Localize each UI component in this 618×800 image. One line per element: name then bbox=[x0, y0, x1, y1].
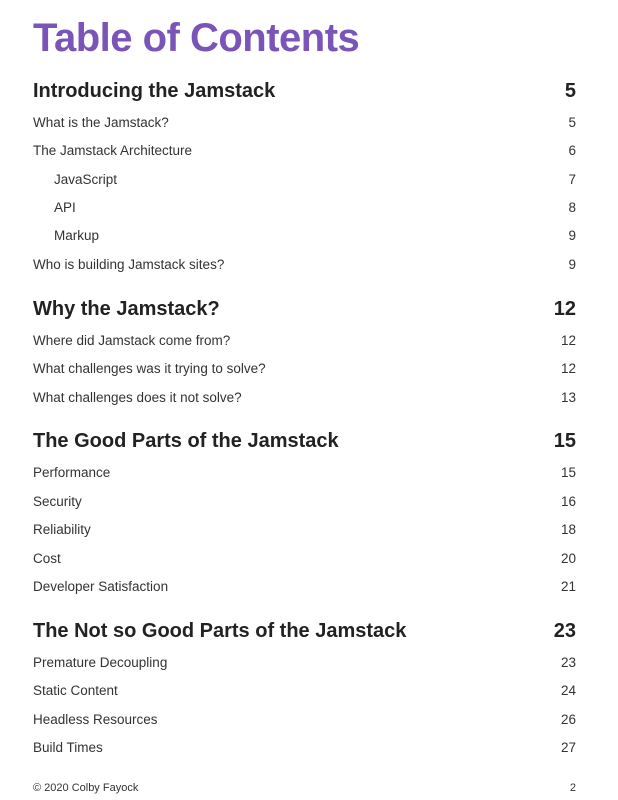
entry-title: The Jamstack Architecture bbox=[33, 143, 193, 158]
entry-title: Headless Resources bbox=[33, 712, 158, 727]
chapter-title: Introducing the Jamstack bbox=[33, 80, 276, 102]
entry-page: 23 bbox=[560, 655, 576, 670]
entry-page: 5 bbox=[568, 115, 576, 130]
toc-entry[interactable] bbox=[33, 361, 576, 381]
toc-chapter[interactable] bbox=[33, 430, 576, 460]
entry-page: 15 bbox=[560, 465, 576, 480]
entry-page: 8 bbox=[568, 200, 576, 215]
toc-subentry[interactable] bbox=[54, 228, 576, 248]
entry-page: 12 bbox=[560, 361, 576, 376]
toc-entry[interactable] bbox=[33, 390, 576, 410]
chapter-page: 5 bbox=[564, 80, 576, 102]
entry-page: 9 bbox=[568, 257, 576, 272]
entry-title: Who is building Jamstack sites? bbox=[33, 257, 225, 272]
entry-page: 24 bbox=[560, 683, 576, 698]
toc-entry[interactable] bbox=[33, 494, 576, 514]
toc-entry[interactable] bbox=[33, 740, 576, 760]
chapter-page: 12 bbox=[553, 298, 576, 320]
entry-title: What challenges does it not solve? bbox=[33, 390, 242, 405]
chapter-page: 15 bbox=[553, 430, 576, 452]
chapter-title: Why the Jamstack? bbox=[33, 298, 220, 320]
page-number: 2 bbox=[569, 782, 576, 794]
copyright-text: © 2020 Colby Fayock bbox=[33, 782, 139, 794]
chapter-title: The Not so Good Parts of the Jamstack bbox=[33, 620, 407, 642]
entry-page: 18 bbox=[560, 522, 576, 537]
toc-entry[interactable] bbox=[33, 579, 576, 599]
entry-title: Cost bbox=[33, 551, 61, 566]
entry-title: JavaScript bbox=[54, 172, 118, 187]
toc-subentry[interactable] bbox=[54, 172, 576, 192]
entry-title: What is the Jamstack? bbox=[33, 115, 169, 130]
chapter-title: The Good Parts of the Jamstack bbox=[33, 430, 339, 452]
entry-title: What challenges was it trying to solve? bbox=[33, 361, 266, 376]
entry-page: 7 bbox=[568, 172, 576, 187]
entry-title: Premature Decoupling bbox=[33, 655, 168, 670]
toc-entry[interactable] bbox=[33, 115, 576, 135]
entry-page: 6 bbox=[568, 143, 576, 158]
toc-entry[interactable] bbox=[33, 257, 576, 277]
entry-title: Reliability bbox=[33, 522, 91, 537]
entry-title: Static Content bbox=[33, 683, 118, 698]
entry-title: Where did Jamstack come from? bbox=[33, 333, 231, 348]
toc-entry[interactable] bbox=[33, 551, 576, 571]
toc-subentry[interactable] bbox=[54, 200, 576, 220]
entry-page: 16 bbox=[560, 494, 576, 509]
entry-title: API bbox=[54, 200, 76, 215]
toc-entry[interactable] bbox=[33, 683, 576, 703]
entry-title: Developer Satisfaction bbox=[33, 579, 169, 594]
entry-title: Build Times bbox=[33, 740, 103, 755]
toc-entry[interactable] bbox=[33, 143, 576, 163]
toc-title: Table of Contents bbox=[33, 16, 360, 60]
entry-page: 26 bbox=[560, 712, 576, 727]
toc-entry[interactable] bbox=[33, 522, 576, 542]
toc-entry[interactable] bbox=[33, 655, 576, 675]
entry-page: 21 bbox=[560, 579, 576, 594]
toc-chapter[interactable] bbox=[33, 80, 576, 110]
entry-title: Performance bbox=[33, 465, 111, 480]
entry-page: 27 bbox=[560, 740, 576, 755]
toc-entry[interactable] bbox=[33, 712, 576, 732]
entry-page: 13 bbox=[560, 390, 576, 405]
entry-page: 20 bbox=[560, 551, 576, 566]
chapter-page: 23 bbox=[553, 620, 576, 642]
entry-page: 12 bbox=[560, 333, 576, 348]
toc-chapter[interactable] bbox=[33, 620, 576, 650]
toc-entry[interactable] bbox=[33, 333, 576, 353]
page-footer bbox=[33, 782, 576, 794]
entry-title: Security bbox=[33, 494, 82, 509]
entry-page: 9 bbox=[568, 228, 576, 243]
toc-chapter[interactable] bbox=[33, 298, 576, 328]
entry-title: Markup bbox=[54, 228, 100, 243]
toc-entry[interactable] bbox=[33, 465, 576, 485]
